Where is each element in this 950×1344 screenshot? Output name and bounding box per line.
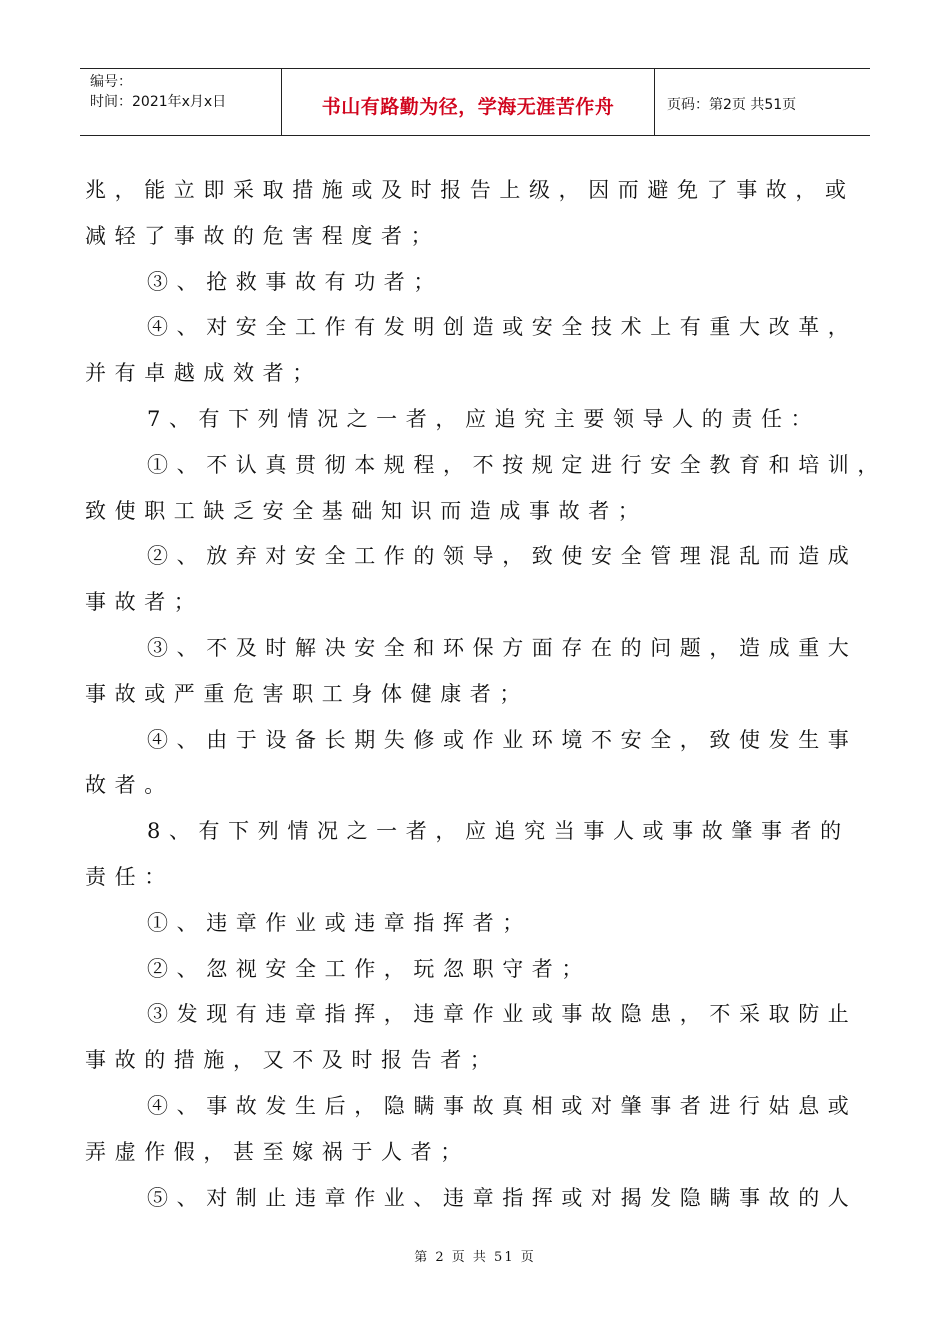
header-meta bbox=[80, 69, 282, 135]
header-page-info: 页码：第2页 共51页 bbox=[667, 97, 797, 113]
document-date: 时间：2021年x月x日 bbox=[90, 94, 227, 110]
text-line: ②、忽视安全工作，玩忽职守者； bbox=[147, 956, 591, 981]
text-line: 责任： bbox=[85, 864, 174, 889]
document-number: 编号： bbox=[90, 74, 132, 90]
text-line: ③、抢救事故有功者； bbox=[147, 269, 443, 294]
header-motto: 书山有路勤为径，学海无涯苦作舟 bbox=[321, 95, 615, 118]
text-line: 事故的措施，又不及时报告者； bbox=[85, 1048, 500, 1073]
text-line: ④、事故发生后，隐瞒事故真相或对肇事者进行姑息或 bbox=[147, 1093, 858, 1118]
header-motto-cell bbox=[282, 69, 655, 135]
text-line: 事故或严重危害职工身体健康者； bbox=[85, 681, 529, 706]
page-header bbox=[80, 68, 870, 136]
text-line: 减轻了事故的危害程度者； bbox=[85, 223, 441, 248]
text-line: ①、不认真贯彻本规程，不按规定进行安全教育和培训， bbox=[147, 452, 887, 477]
text-line: ③发现有违章指挥，违章作业或事故隐患，不采取防止 bbox=[147, 1002, 858, 1027]
text-line: 致使职工缺乏安全基础知识而造成事故者； bbox=[85, 498, 648, 523]
text-line: ⑤、对制止违章作业、违章指挥或对揭发隐瞒事故的人 bbox=[147, 1185, 858, 1210]
page-footer: 第 2 页 共 51 页 bbox=[414, 1250, 536, 1265]
document-body bbox=[85, 168, 887, 1221]
text-line: 7、有下列情况之一者，应追究主要领导人的责任： bbox=[147, 406, 821, 431]
text-line: ④、由于设备长期失修或作业环境不安全，致使发生事 bbox=[147, 727, 858, 752]
text-line: 8、有下列情况之一者，应追究当事人或事故肇事者的 bbox=[147, 819, 850, 844]
text-line: ②、放弃对安全工作的领导，致使安全管理混乱而造成 bbox=[147, 544, 858, 569]
text-line: 并有卓越成效者； bbox=[85, 361, 322, 386]
text-line: 弄虚作假，甚至嫁祸于人者； bbox=[85, 1139, 470, 1164]
text-line: 兆，能立即采取措施或及时报告上级，因而避免了事故，或 bbox=[85, 178, 855, 202]
text-line: ③、不及时解决安全和环保方面存在的问题，造成重大 bbox=[147, 635, 858, 660]
text-line: ①、违章作业或违章指挥者； bbox=[147, 910, 532, 935]
text-line: 事故者； bbox=[85, 590, 204, 615]
text-line: 故者。 bbox=[85, 773, 174, 798]
text-line: ④、对安全工作有发明创造或安全技术上有重大改革， bbox=[147, 315, 858, 340]
